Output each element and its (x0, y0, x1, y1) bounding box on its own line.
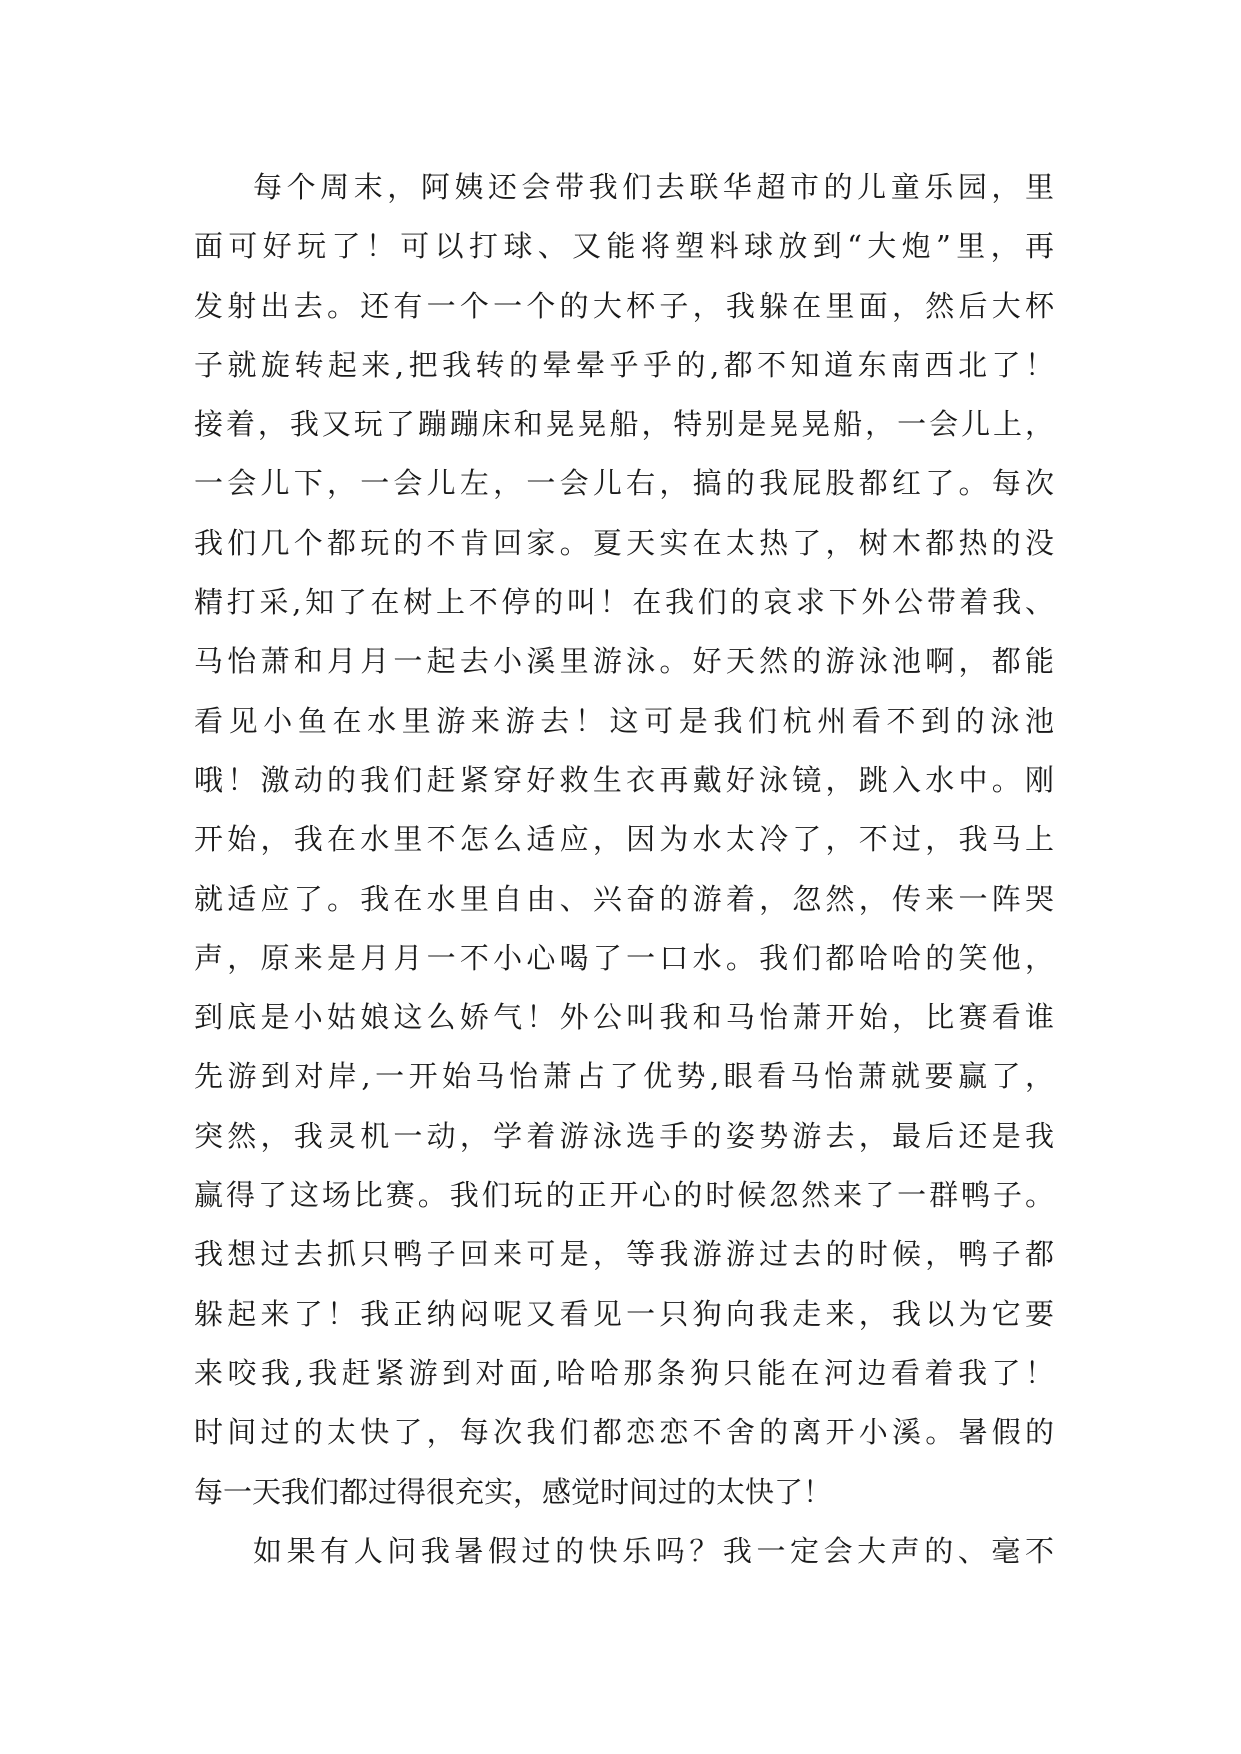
paragraph-line: 声，原来是月月一不小心喝了一口水。我们都哈哈的笑他， (194, 940, 1054, 975)
paragraph-line: 精打采,知了在树上不停的叫！在我们的哀求下外公带着我、 (194, 585, 1054, 620)
paragraph-line: 如果有人问我暑假过的快乐吗？我一定会大声的、毫不 (253, 1533, 1054, 1568)
paragraph-line: 躲起来了！我正纳闷呢又看见一只狗向我走来，我以为它要 (194, 1296, 1054, 1331)
paragraph-line: 我想过去抓只鸭子回来可是，等我游游过去的时候，鸭子都 (194, 1237, 1054, 1272)
paragraph-line: 看见小鱼在水里游来游去！这可是我们杭州看不到的泳池 (194, 703, 1054, 738)
paragraph-line: 接着，我又玩了蹦蹦床和晃晃船，特别是晃晃船，一会儿上， (194, 407, 1054, 442)
paragraph-line: 开始，我在水里不怎么适应，因为水太冷了，不过，我马上 (194, 822, 1054, 857)
paragraph-line: 每个周末，阿姨还会带我们去联华超市的儿童乐园，里 (253, 170, 1054, 204)
paragraph-line: 突然，我灵机一动，学着游泳选手的姿势游去，最后还是我 (194, 1118, 1054, 1153)
paragraph-line: 子就旋转起来,把我转的晕晕乎乎的,都不知道东南西北了！ (194, 347, 1054, 382)
paragraph-line: 发射出去。还有一个一个的大杯子，我躲在里面，然后大杯 (194, 288, 1054, 323)
paragraph-line: 一会儿下，一会儿左，一会儿右，搞的我屁股都红了。每次 (194, 466, 1054, 501)
paragraph-line: 面可好玩了！可以打球、又能将塑料球放到“大炮”里，再 (194, 229, 1054, 264)
paragraph-line: 来咬我,我赶紧游到对面,哈哈那条狗只能在河边看着我了！ (194, 1355, 1054, 1390)
paragraph-line: 到底是小姑娘这么娇气！外公叫我和马怡萧开始，比赛看谁 (194, 1000, 1054, 1035)
paragraph-line: 就适应了。我在水里自由、兴奋的游着，忽然，传来一阵哭 (194, 881, 1054, 916)
body-text (194, 158, 1054, 1581)
paragraph-line: 我们几个都玩的不肯回家。夏天实在太热了，树木都热的没 (194, 525, 1054, 560)
paragraph-line: 哦！激动的我们赶紧穿好救生衣再戴好泳镜，跳入水中。刚 (194, 762, 1054, 797)
paragraph-line: 赢得了这场比赛。我们玩的正开心的时候忽然来了一群鸭子。 (194, 1178, 1054, 1213)
paragraph-line: 每一天我们都过得很充实，感觉时间过的太快了！ (194, 1474, 833, 1509)
paragraph-line: 时间过的太快了，每次我们都恋恋不舍的离开小溪。暑假的 (194, 1415, 1054, 1450)
paragraph-line: 先游到对岸,一开始马怡萧占了优势,眼看马怡萧就要赢了， (194, 1059, 1054, 1094)
paragraph-line: 马怡萧和月月一起去小溪里游泳。好天然的游泳池啊，都能 (194, 644, 1054, 679)
